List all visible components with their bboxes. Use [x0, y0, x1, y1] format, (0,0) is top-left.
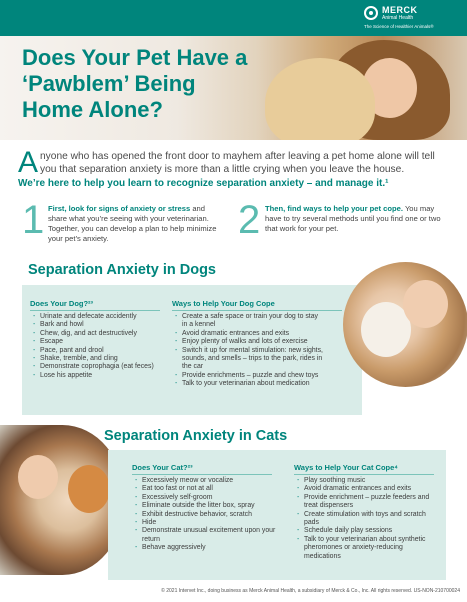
photo-cat: [68, 465, 110, 513]
cats-help-rule: [294, 474, 434, 475]
list-item: - Hide: [134, 519, 276, 527]
list-item: - Excessively meow or vocalize: [134, 477, 276, 485]
dogs-signs-heading: Does Your Dog?²³: [30, 299, 94, 308]
list-item: - Avoid dramatic entrances and exits: [174, 330, 324, 338]
list-item: - Eat too fast or not at all: [134, 485, 276, 493]
list-item: - Behave aggressively: [134, 544, 276, 552]
list-item: - Talk to your veterinarian about synthetic pheromones or anxiety-reducing medications: [296, 536, 438, 561]
list-item: - Switch it up for mental stimulation: new sights, sounds, and smells – trips to the park, rides in the car: [174, 347, 324, 372]
step-1-bold: First, look for signs of anxiety or stress: [48, 204, 191, 213]
intro-text: nyone who has opened the front door to mayhem after leaving a pet home alone will tell you that separation anxiety is more than a little crying when you leave the house.: [40, 151, 435, 175]
step-2-text: [265, 204, 445, 234]
list-item: - Avoid dramatic entrances and exits: [296, 485, 438, 493]
brand-sub: Animal Health: [382, 15, 414, 21]
cats-help-heading: Ways to Help Your Cat Cope⁴: [294, 463, 399, 472]
list-item: - Demonstrate unusual excitement upon your return: [134, 527, 276, 544]
step-1-text: [48, 204, 226, 244]
page-title: Does Your Pet Have a ‘Pawblem’ Being Home Alone?: [22, 45, 248, 122]
intro-dropcap: A: [18, 146, 39, 179]
list-item: - Urinate and defecate accidently: [32, 313, 162, 321]
step-2-number: 2: [238, 198, 261, 242]
cats-section-title: Separation Anxiety in Cats: [104, 428, 288, 444]
dogs-help-heading: Ways to Help Your Dog Cope: [172, 299, 275, 308]
step-2-body: You may have to try several methods until you find one or two that work for your pet.: [265, 204, 441, 233]
intro-highlight: We’re here to help you learn to recognize separation anxiety – and manage it.¹: [18, 178, 389, 189]
merck-logo: [364, 4, 459, 32]
list-item: - Pace, pant and drool: [32, 347, 162, 355]
list-item: - Enjoy plenty of walks and lots of exercise: [174, 338, 324, 346]
list-item: - Bark and howl: [32, 321, 162, 329]
photo-dog: [265, 58, 375, 140]
brand-tagline: The Science of Healthier Animals®: [364, 24, 434, 29]
dogs-signs-list: [32, 313, 162, 380]
list-item: - Exhibit destructive behavior, scratch: [134, 511, 276, 519]
dogs-section-title: Separation Anxiety in Dogs: [28, 262, 216, 278]
step-1-number: 1: [22, 198, 45, 242]
list-item: - Chew, dig, and act destructively: [32, 330, 162, 338]
list-item: - Shake, tremble, and cling: [32, 355, 162, 363]
list-item: - Eliminate outside the litter box, spray: [134, 502, 276, 510]
cat-woman-photo: [0, 425, 125, 575]
list-item: - Escape: [32, 338, 162, 346]
list-item: - Talk to your veterinarian about medication: [174, 380, 324, 388]
photo-girl-face: [403, 280, 448, 328]
cats-help-list: [296, 477, 438, 561]
list-item: - Play soothing music: [296, 477, 438, 485]
cats-signs-rule: [132, 474, 272, 475]
cats-signs-heading: Does Your Cat?²³: [132, 463, 193, 472]
list-item: - Create stimulation with toys and scratch pads: [296, 511, 438, 528]
dogs-help-rule: [172, 310, 342, 311]
dogs-help-list: [174, 313, 324, 389]
list-item: - Excessively self-groom: [134, 494, 276, 502]
brand-name: MERCK: [382, 5, 418, 15]
merck-logo-icon: [364, 6, 378, 20]
list-item: - Schedule daily play sessions: [296, 527, 438, 535]
dogs-signs-rule: [30, 310, 160, 311]
list-item: - Lose his appetite: [32, 372, 162, 380]
list-item: - Demonstrate coprophagia (eat feces): [32, 363, 162, 371]
list-item: - Provide enrichment – puzzle feeders and treat dispensers: [296, 494, 438, 511]
intro-paragraph: [18, 146, 452, 179]
list-item: - Provide enrichments – puzzle and chew toys: [174, 372, 324, 380]
step-2-bold: Then, find ways to help your pet cope.: [265, 204, 403, 213]
photo-woman-face-2: [18, 455, 58, 499]
cats-signs-list: [134, 477, 276, 553]
step-1-body: and share what you’re seeing with your veterinarian. Together, you can develop a plan to help minimize your pet’s anxiety.: [48, 204, 217, 243]
footer-legal: © 2021 Intervet Inc., doing business as Merck Animal Health, a subsidiary of Merck & Co., Inc. All rights reserved. US-NON-210700024: [161, 588, 460, 594]
list-item: - Create a safe space or train your dog to stay in a kennel: [174, 313, 324, 330]
dog-girl-photo: [343, 262, 467, 387]
